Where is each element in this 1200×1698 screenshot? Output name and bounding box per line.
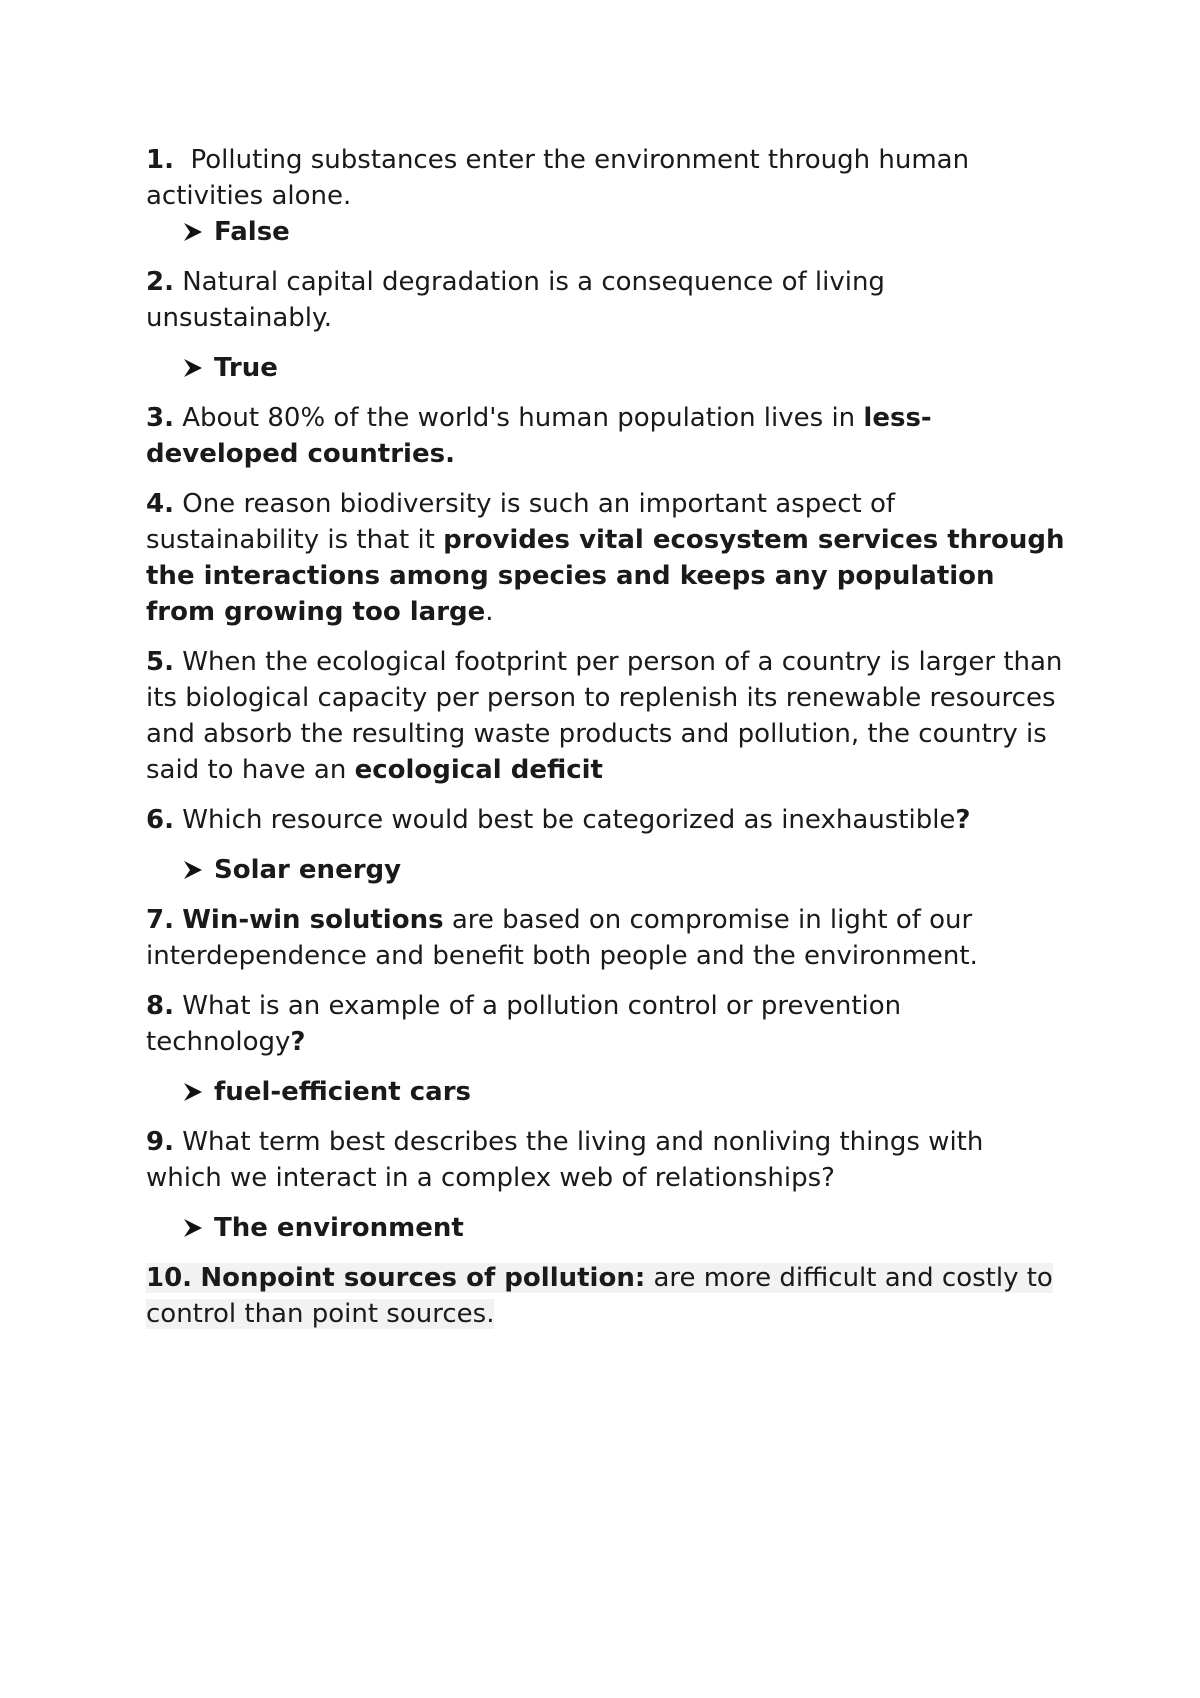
answer-text: The environment (214, 1213, 464, 1243)
question-text-end: . (485, 597, 494, 627)
arrowhead-bullet-icon (182, 357, 204, 379)
question-number: 2. (146, 267, 174, 297)
question-text: When the ecological footprint per person of a country is larger than its biological capacity per person to replenish its renewable resources and absorb the resulting waste products and pollution, the country is said to have an (146, 647, 1063, 785)
question-text: One reason biodiversity is such an important aspect of sustainability is that it (146, 489, 896, 555)
question-text: are more difficult and costly to control than point sources. (146, 1263, 1053, 1329)
question-text: Natural capital degradation is a consequence of living unsustainably. (146, 267, 885, 333)
answer-8 (182, 1074, 1066, 1110)
answer-text: Solar energy (214, 855, 402, 885)
arrowhead-bullet-icon (182, 1217, 204, 1239)
question-text: About 80% of the world's human population lives in (182, 403, 864, 433)
question-number: 4. (146, 489, 174, 519)
document-page (146, 142, 1066, 1332)
answer-bold: less-developed countries. (146, 403, 932, 469)
answer-9 (182, 1210, 1066, 1246)
answer-text: True (214, 353, 278, 383)
question-4 (146, 486, 1066, 630)
question-number: 1. (146, 145, 174, 175)
question-number: 7. (146, 905, 174, 935)
question-mark: ? (290, 1027, 306, 1057)
answer-1 (182, 214, 1066, 250)
arrowhead-bullet-icon (182, 221, 204, 243)
question-text: Polluting substances enter the environment through human activities alone. (146, 145, 970, 211)
question-3 (146, 400, 1066, 472)
question-number: 5. (146, 647, 174, 677)
question-number: 3. (146, 403, 174, 433)
question-mark: ? (955, 805, 971, 835)
arrowhead-bullet-icon (182, 859, 204, 881)
question-2 (146, 264, 1066, 336)
question-text: What is an example of a pollution control or prevention technology (146, 991, 902, 1057)
question-number: 9. (146, 1127, 174, 1157)
answer-2 (182, 350, 1066, 386)
question-5 (146, 644, 1066, 788)
answer-text: fuel-efficient cars (214, 1077, 471, 1107)
question-text: What term best describes the living and nonliving things with which we interact in a complex web of relationships? (146, 1127, 984, 1193)
question-10 (146, 1260, 1066, 1332)
question-text: are based on compromise in light of our interdependence and benefit both people and the environment. (146, 905, 978, 971)
arrowhead-bullet-icon (182, 1081, 204, 1103)
answer-bold: provides vital ecosystem services through the interactions among species and keeps any population from growing too large (146, 525, 1065, 627)
answer-bold: ecological deficit (354, 755, 603, 785)
question-number: 8. (146, 991, 174, 1021)
question-9 (146, 1124, 1066, 1196)
question-8 (146, 988, 1066, 1060)
question-7 (146, 902, 1066, 974)
answer-bold: Nonpoint sources of pollution: (200, 1263, 646, 1293)
answer-text: False (214, 217, 290, 247)
answer-6 (182, 852, 1066, 888)
question-1 (146, 142, 1066, 214)
question-number: 10. (146, 1263, 193, 1293)
question-text: Which resource would best be categorized as inexhaustible (182, 805, 956, 835)
question-6 (146, 802, 1066, 838)
answer-bold: Win-win solutions (182, 905, 444, 935)
question-number: 6. (146, 805, 174, 835)
highlighted-text (146, 1263, 1053, 1329)
